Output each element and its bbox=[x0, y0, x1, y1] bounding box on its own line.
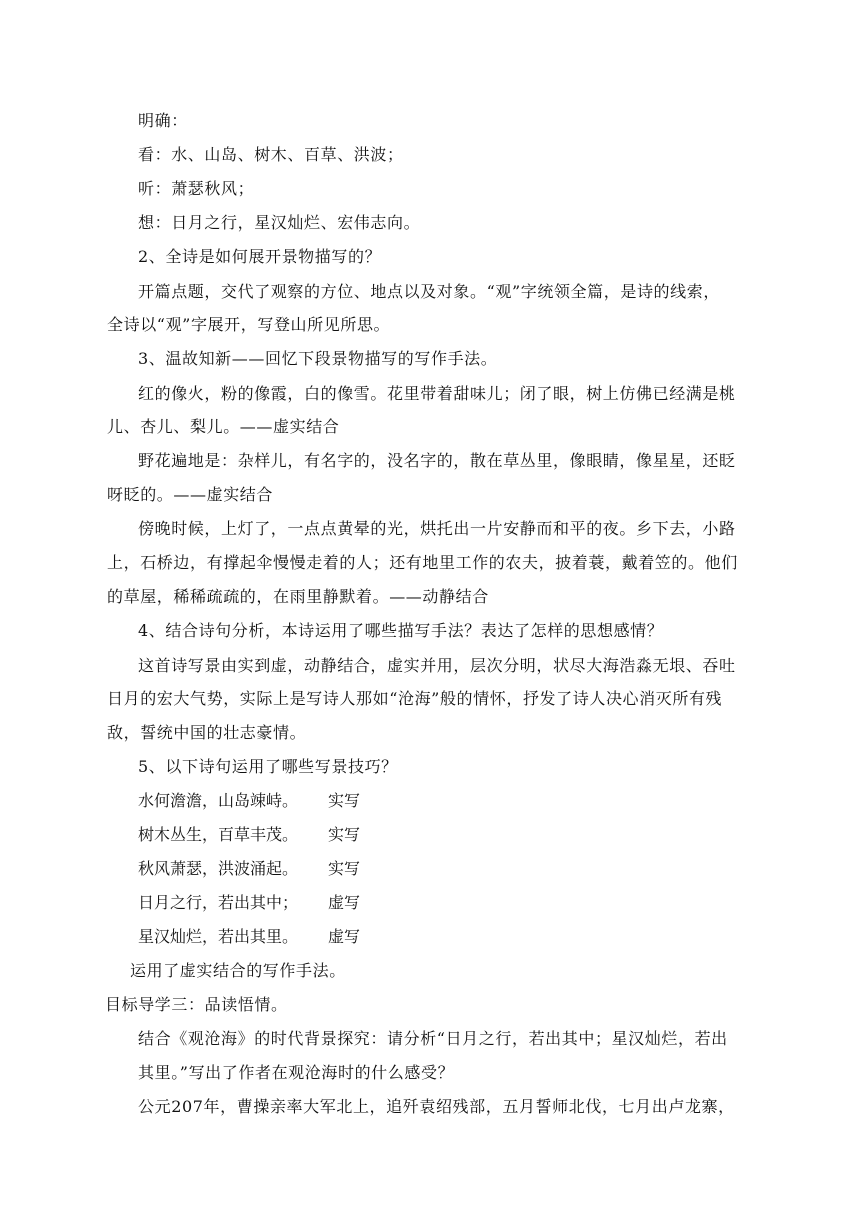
text-line: 红的像火，粉的像霞，白的像雪。花里带着甜味儿；闭了眼，树上仿佛已经满是桃 bbox=[138, 384, 736, 403]
text-line: 野花遍地是：杂样儿，有名字的，没名字的，散在草丛里，像眼睛，像星星，还眨 bbox=[138, 451, 736, 470]
section-heading: 目标导学三：品读悟情。 bbox=[105, 995, 288, 1014]
text-line: 其里。”写出了作者在观沧海时的什么感受？ bbox=[138, 1063, 455, 1082]
text-line: 的草屋，稀稀疏疏的，在雨里静默着。——动静结合 bbox=[107, 587, 489, 606]
text-line: 看：水、山岛、树木、百草、洪波； bbox=[138, 145, 404, 164]
text-line: 结合《观沧海》的时代背景探究：请分析“日月之行，若出其中；星汉灿烂，若出 bbox=[138, 1029, 728, 1048]
poem-row bbox=[138, 892, 361, 914]
poem-row bbox=[138, 858, 361, 880]
poem-tag: 实写 bbox=[328, 825, 361, 844]
question-heading: 5、以下诗句运用了哪些写景技巧？ bbox=[138, 757, 398, 776]
text-line: 想：日月之行，星汉灿烂、宏伟志向。 bbox=[138, 213, 421, 232]
text-line: 日月的宏大气势，实际上是写诗人那如“沧海”般的情怀，抒发了诗人决心消灭所有残 bbox=[107, 689, 723, 708]
question-heading: 3、温故知新——回忆下段景物描写的写作手法。 bbox=[138, 349, 498, 368]
text-line: 听：萧瑟秋风； bbox=[138, 179, 255, 198]
text-line: 呀眨的。——虚实结合 bbox=[107, 485, 274, 504]
poem-tag: 虚写 bbox=[328, 893, 361, 912]
text-line: 儿、杏儿、梨儿。——虚实结合 bbox=[107, 417, 340, 436]
poem-verse: 秋风萧瑟，洪波涌起。 bbox=[138, 859, 299, 878]
poem-verse: 水何澹澹，山岛竦峙。 bbox=[138, 791, 299, 810]
poem-row bbox=[138, 926, 361, 948]
text-line: 全诗以“观”字展开，写登山所见所思。 bbox=[107, 315, 391, 334]
poem-row bbox=[138, 790, 361, 812]
text-line: 这首诗写景由实到虚，动静结合，虚实并用，层次分明，状尽大海浩淼无垠、吞吐 bbox=[138, 656, 736, 675]
text-line: 公元207年，曹操亲率大军北上，追歼袁绍残部，五月誓师北伐，七月出卢龙寨， bbox=[138, 1097, 735, 1116]
poem-verse: 树木丛生，百草丰茂。 bbox=[138, 825, 299, 844]
text-line: 开篇点题，交代了观察的方位、地点以及对象。“观”字统领全篇，是诗的线索， bbox=[138, 282, 720, 301]
poem-tag: 虚写 bbox=[328, 927, 361, 946]
poem-tag: 实写 bbox=[328, 859, 361, 878]
question-heading: 2、全诗是如何展开景物描写的？ bbox=[138, 247, 382, 266]
text-line: 敌，誓统中国的壮志豪情。 bbox=[107, 723, 307, 742]
question-heading: 4、结合诗句分析，本诗运用了哪些描写手法？表达了怎样的思想感情？ bbox=[138, 621, 664, 640]
poem-row bbox=[138, 824, 361, 846]
poem-verse: 星汉灿烂，若出其里。 bbox=[138, 927, 299, 946]
poem-tag: 实写 bbox=[328, 791, 361, 810]
poem-verse: 日月之行，若出其中； bbox=[138, 893, 299, 912]
text-line: 运用了虚实结合的写作手法。 bbox=[130, 961, 346, 980]
text-line: 傍晚时候，上灯了，一点点黄晕的光，烘托出一片安静而和平的夜。乡下去，小路 bbox=[138, 519, 736, 538]
text-line: 上，石桥边，有撑起伞慢慢走着的人；还有地里工作的农夫，披着蓑，戴着笠的。他们 bbox=[107, 553, 738, 572]
text-line: 明确： bbox=[138, 111, 188, 130]
